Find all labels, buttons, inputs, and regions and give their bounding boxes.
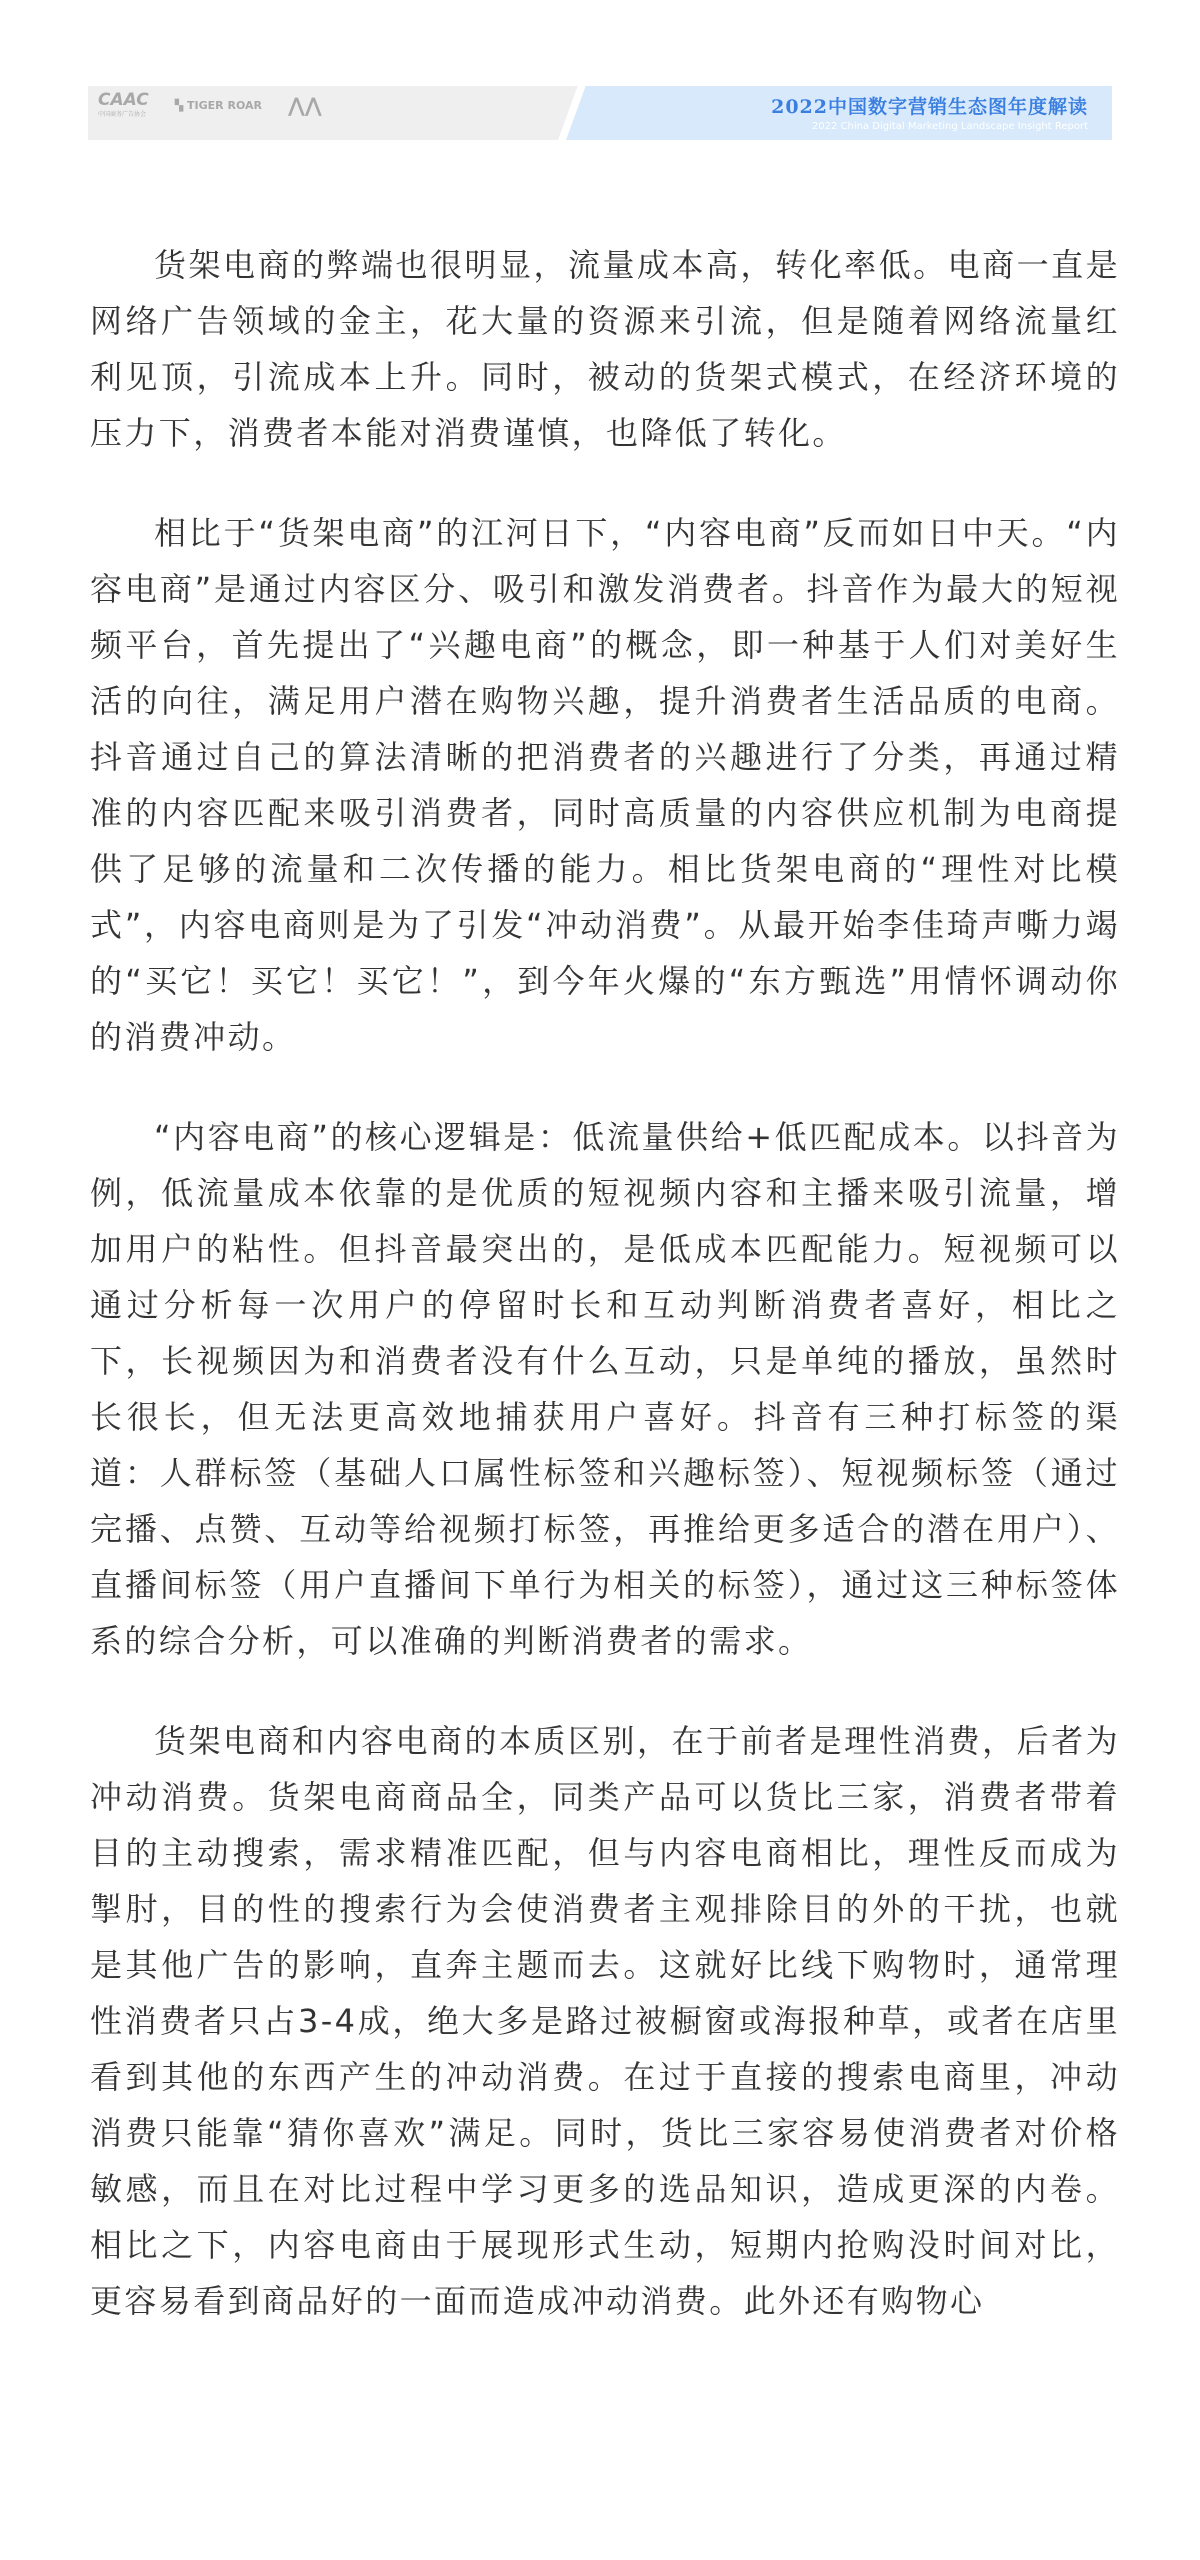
paragraph: 货架电商和内容电商的本质区别，在于前者是理性消费，后者为冲动消费。货架电商商品全，同类产品可以货比三家，消费者带着目的主动搜索，需求精准匹配，但与内容电商相比，理性反而成为掣肘，目的性的搜索行为会使消费者主观排除目的外的干扰，也就是其他广告的影响，直奔主题而去。这就好比线下购物时，通常理性消费者只占3-4成，绝大多是路过被橱窗或海报种草，或者在店里看到其他的东西产生的冲动消费。在过于直接的搜索电商里，冲动消费只能靠“猜你喜欢”满足。同时，货比三家容易使消费者对价格敏感，而且在对比过程中学习更多的选品知识，造成更深的内卷。相比之下，内容电商由于展现形式生动，短期内抢购没时间对比，更容易看到商品好的一面而造成冲动消费。此外还有购物心 — [90, 1722, 1120, 2320]
tiger-roar-logo: ▚ TIGER ROAR — [174, 98, 262, 112]
report-title-cn: 2022中国数字营销生态图年度解读 — [771, 96, 1088, 118]
report-title-en: 2022 China Digital Marketing Landscape Insight Report — [811, 121, 1088, 132]
paragraph: “内容电商”的核心逻辑是：低流量供给+低匹配成本。以抖音为例，低流量成本依靠的是优质的短视频内容和主播来吸引流量，增加用户的粘性。但抖音最突出的，是低成本匹配能力。短视频可以通过分析每一次用户的停留时长和互动判断消费者喜好，相比之下，长视频因为和消费者没有什么互动，只是单纯的播放，虽然时长很长，但无法更高效地捕获用户喜好。抖音有三种打标签的渠道：人群标签（基础人口属性标签和兴趣标签）、短视频标签（通过完播、点赞、互动等给视频打标签，再推给更多适合的潜在用户）、直播间标签（用户直播间下单行为相关的标签），通过这三种标签体系的综合分析，可以准确的判断消费者的需求。 — [90, 1118, 1120, 1660]
ma-logo: ⋀⋀ — [288, 93, 322, 117]
caac-logo: CAAC 中国商务广告协会 — [98, 90, 149, 118]
article-body — [90, 237, 1120, 2373]
paragraph: 相比于“货架电商”的江河日下，“内容电商”反而如日中天。“内容电商”是通过内容区分、吸引和激发消费者。抖音作为最大的短视频平台，首先提出了“兴趣电商”的概念，即一种基于人们对美好生活的向往，满足用户潜在购物兴趣，提升消费者生活品质的电商。抖音通过自己的算法清晰的把消费者的兴趣进行了分类，再通过精准的内容匹配来吸引消费者，同时高质量的内容供应机制为电商提供了足够的流量和二次传播的能力。相比货架电商的“理性对比模式”，内容电商则是为了引发“冲动消费”。从最开始李佳琦声嘶力竭的“买它！买它！买它！”，到今年火爆的“东方甄选”用情怀调动你的消费冲动。 — [90, 514, 1120, 1056]
report-title — [771, 92, 1088, 132]
paragraph: 货架电商的弊端也很明显，流量成本高，转化率低。电商一直是网络广告领域的金主，花大量的资源来引流，但是随着网络流量红利见顶，引流成本上升。同时，被动的货架式模式，在经济环境的压力下，消费者本能对消费谨慎，也降低了转化。 — [90, 246, 1120, 452]
report-header-banner — [88, 86, 1112, 140]
partner-logos — [98, 92, 322, 118]
